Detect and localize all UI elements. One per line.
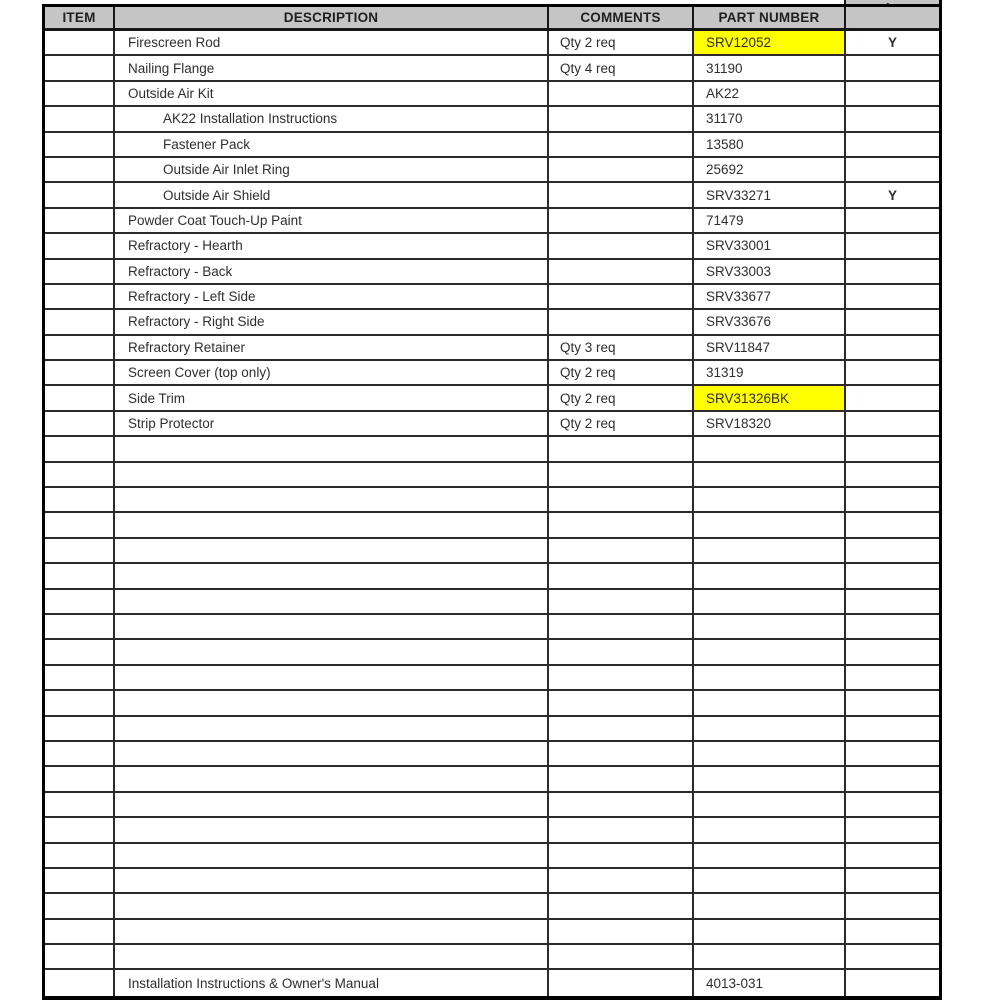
flag-cell [846, 82, 939, 107]
description-cell: Firescreen Rod [115, 31, 549, 56]
part-number-cell: SRV33271 [694, 183, 846, 208]
comments-cell [549, 463, 694, 488]
item-cell [45, 336, 115, 361]
flag-cell [846, 818, 939, 843]
comments-cell [549, 564, 694, 589]
table-row [45, 82, 939, 107]
comments-cell [549, 742, 694, 767]
table-row [45, 691, 939, 716]
part-number-cell: 31319 [694, 361, 846, 386]
table-row [45, 793, 939, 818]
part-number-cell: 31190 [694, 56, 846, 81]
part-number-cell [694, 691, 846, 716]
comments-cell [549, 945, 694, 970]
flag-cell [846, 513, 939, 538]
item-cell [45, 844, 115, 869]
flag-cell [846, 640, 939, 665]
description-cell [115, 818, 549, 843]
table-row [45, 361, 939, 386]
comments-cell [549, 793, 694, 818]
item-cell [45, 56, 115, 81]
comments-cell: Qty 3 req [549, 336, 694, 361]
item-cell [45, 742, 115, 767]
part-number-cell [694, 437, 846, 462]
flag-cell [846, 844, 939, 869]
flag-cell [846, 615, 939, 640]
description-cell [115, 513, 549, 538]
part-number-cell [694, 640, 846, 665]
part-number-cell: 25692 [694, 158, 846, 183]
flag-cell: Y [846, 31, 939, 56]
part-number-cell [694, 590, 846, 615]
description-cell: Outside Air Shield [115, 183, 549, 208]
comments-cell [549, 640, 694, 665]
flag-cell [846, 717, 939, 742]
table-row [45, 412, 939, 437]
part-number-cell [694, 488, 846, 513]
flag-cell [846, 133, 939, 158]
flag-cell [846, 666, 939, 691]
item-cell [45, 539, 115, 564]
comments-cell [549, 818, 694, 843]
comments-cell [549, 488, 694, 513]
part-number-cell [694, 564, 846, 589]
table-row [45, 336, 939, 361]
table-row [45, 742, 939, 767]
comments-cell [549, 666, 694, 691]
table-row [45, 260, 939, 285]
description-cell [115, 691, 549, 716]
description-cell: AK22 Installation Instructions [115, 107, 549, 132]
item-cell [45, 818, 115, 843]
comments-cell: Qty 2 req [549, 361, 694, 386]
description-cell [115, 945, 549, 970]
item-cell [45, 793, 115, 818]
part-number-cell [694, 767, 846, 792]
description-cell [115, 717, 549, 742]
flag-cell [846, 285, 939, 310]
description-cell [115, 463, 549, 488]
description-cell [115, 767, 549, 792]
comments-cell [549, 844, 694, 869]
table-row [45, 564, 939, 589]
part-number-cell [694, 742, 846, 767]
table-row [45, 970, 939, 995]
part-number-cell [694, 920, 846, 945]
flag-cell [846, 437, 939, 462]
flag-cell [846, 564, 939, 589]
table-row [45, 310, 939, 335]
table-row [45, 107, 939, 132]
item-cell [45, 107, 115, 132]
flag-cell [846, 539, 939, 564]
description-cell [115, 869, 549, 894]
table-row [45, 615, 939, 640]
comments-cell: Qty 4 req [549, 56, 694, 81]
description-cell: Refractory - Back [115, 260, 549, 285]
part-number-cell [694, 615, 846, 640]
table-row [45, 894, 939, 919]
flag-cell [846, 386, 939, 411]
comments-cell [549, 869, 694, 894]
flag-cell [846, 488, 939, 513]
header-flag [846, 7, 939, 31]
header-item: ITEM [45, 7, 115, 31]
comments-cell [549, 310, 694, 335]
flag-cell [846, 56, 939, 81]
item-cell [45, 412, 115, 437]
table-row [45, 183, 939, 208]
comments-cell [549, 767, 694, 792]
header-description: DESCRIPTION [115, 7, 549, 31]
description-cell [115, 564, 549, 589]
table-row [45, 133, 939, 158]
comments-cell [549, 717, 694, 742]
comments-cell [549, 513, 694, 538]
table-body [45, 31, 939, 996]
table-row [45, 158, 939, 183]
part-number-cell: SRV33001 [694, 234, 846, 259]
part-number-cell [694, 513, 846, 538]
table-row [45, 437, 939, 462]
header-part-number: PART NUMBER [694, 7, 846, 31]
item-cell [45, 767, 115, 792]
item-cell [45, 920, 115, 945]
table-row [45, 56, 939, 81]
table-row [45, 463, 939, 488]
description-cell [115, 539, 549, 564]
description-cell: Refractory - Right Side [115, 310, 549, 335]
description-cell: Outside Air Inlet Ring [115, 158, 549, 183]
description-cell: Nailing Flange [115, 56, 549, 81]
comments-cell [549, 209, 694, 234]
part-number-cell: SRV31326BK [694, 386, 846, 411]
part-number-cell [694, 539, 846, 564]
item-cell [45, 945, 115, 970]
comments-cell [549, 285, 694, 310]
comments-cell [549, 437, 694, 462]
flag-cell [846, 107, 939, 132]
part-number-cell: 71479 [694, 209, 846, 234]
comments-cell [549, 82, 694, 107]
description-cell: Screen Cover (top only) [115, 361, 549, 386]
item-cell [45, 691, 115, 716]
part-number-cell: SRV11847 [694, 336, 846, 361]
description-cell: Refractory - Left Side [115, 285, 549, 310]
description-cell [115, 437, 549, 462]
description-cell [115, 666, 549, 691]
comments-cell [549, 260, 694, 285]
item-cell [45, 463, 115, 488]
description-cell [115, 793, 549, 818]
item-cell [45, 386, 115, 411]
table-row [45, 386, 939, 411]
table-row [45, 488, 939, 513]
table-row [45, 640, 939, 665]
description-cell [115, 590, 549, 615]
description-cell: Side Trim [115, 386, 549, 411]
part-number-cell: AK22 [694, 82, 846, 107]
description-cell [115, 742, 549, 767]
item-cell [45, 183, 115, 208]
table-row [45, 590, 939, 615]
flag-cell [846, 412, 939, 437]
part-number-cell [694, 869, 846, 894]
flag-cell [846, 158, 939, 183]
item-cell [45, 513, 115, 538]
item-cell [45, 260, 115, 285]
table-row [45, 31, 939, 56]
item-cell [45, 209, 115, 234]
comments-cell: Qty 2 req [549, 412, 694, 437]
part-number-cell: SRV33003 [694, 260, 846, 285]
table-row [45, 767, 939, 792]
item-cell [45, 285, 115, 310]
parts-table [42, 4, 942, 1000]
item-cell [45, 234, 115, 259]
part-number-cell: 4013-031 [694, 970, 846, 995]
part-number-cell [694, 818, 846, 843]
item-cell [45, 717, 115, 742]
comments-cell [549, 920, 694, 945]
description-cell: Refractory - Hearth [115, 234, 549, 259]
item-cell [45, 590, 115, 615]
flag-cell [846, 894, 939, 919]
item-cell [45, 158, 115, 183]
part-number-cell [694, 894, 846, 919]
item-cell [45, 82, 115, 107]
comments-cell: Qty 2 req [549, 386, 694, 411]
item-cell [45, 488, 115, 513]
item-cell [45, 361, 115, 386]
item-cell [45, 310, 115, 335]
part-number-cell: SRV33677 [694, 285, 846, 310]
flag-cell [846, 234, 939, 259]
table-header-row [45, 7, 939, 31]
flag-cell [846, 945, 939, 970]
item-cell [45, 437, 115, 462]
flag-cell [846, 869, 939, 894]
part-number-cell [694, 793, 846, 818]
part-number-cell [694, 463, 846, 488]
flag-cell [846, 361, 939, 386]
comments-cell [549, 234, 694, 259]
flag-cell: Y [846, 183, 939, 208]
flag-cell [846, 310, 939, 335]
comments-cell [549, 691, 694, 716]
flag-cell [846, 260, 939, 285]
table-row [45, 844, 939, 869]
comments-cell [549, 590, 694, 615]
part-number-cell [694, 666, 846, 691]
comments-cell [549, 107, 694, 132]
item-cell [45, 666, 115, 691]
flag-cell [846, 793, 939, 818]
item-cell [45, 31, 115, 56]
comments-cell [549, 970, 694, 995]
description-cell: Refractory Retainer [115, 336, 549, 361]
table-row [45, 666, 939, 691]
part-number-cell [694, 717, 846, 742]
comments-cell [549, 133, 694, 158]
description-cell [115, 640, 549, 665]
table-row [45, 513, 939, 538]
item-cell [45, 564, 115, 589]
header-comments: COMMENTS [549, 7, 694, 31]
comments-cell [549, 158, 694, 183]
description-cell [115, 894, 549, 919]
item-cell [45, 970, 115, 995]
description-cell: Fastener Pack [115, 133, 549, 158]
description-cell: Outside Air Kit [115, 82, 549, 107]
part-number-cell: SRV33676 [694, 310, 846, 335]
flag-cell [846, 742, 939, 767]
flag-cell [846, 691, 939, 716]
flag-cell [846, 336, 939, 361]
description-cell [115, 920, 549, 945]
description-cell: Powder Coat Touch-Up Paint [115, 209, 549, 234]
table-row [45, 209, 939, 234]
item-cell [45, 615, 115, 640]
table-row [45, 869, 939, 894]
item-cell [45, 869, 115, 894]
table-row [45, 234, 939, 259]
part-number-cell [694, 945, 846, 970]
flag-cell [846, 920, 939, 945]
item-cell [45, 894, 115, 919]
flag-cell [846, 767, 939, 792]
table-row [45, 285, 939, 310]
table-row [45, 945, 939, 970]
description-cell: Strip Protector [115, 412, 549, 437]
flag-cell [846, 463, 939, 488]
flag-cell [846, 209, 939, 234]
comments-cell [549, 183, 694, 208]
part-number-cell: SRV18320 [694, 412, 846, 437]
flag-cell [846, 970, 939, 995]
item-cell [45, 640, 115, 665]
description-cell [115, 488, 549, 513]
comments-cell [549, 539, 694, 564]
comments-cell [549, 615, 694, 640]
comments-cell [549, 894, 694, 919]
table-row [45, 717, 939, 742]
table-row [45, 539, 939, 564]
table-row [45, 818, 939, 843]
part-number-cell [694, 844, 846, 869]
description-cell: Installation Instructions & Owner's Manual [115, 970, 549, 995]
item-cell [45, 133, 115, 158]
description-cell [115, 615, 549, 640]
description-cell [115, 844, 549, 869]
comments-cell: Qty 2 req [549, 31, 694, 56]
table-row [45, 920, 939, 945]
part-number-cell: 13580 [694, 133, 846, 158]
flag-cell [846, 590, 939, 615]
part-number-cell: 31170 [694, 107, 846, 132]
part-number-cell: SRV12052 [694, 31, 846, 56]
